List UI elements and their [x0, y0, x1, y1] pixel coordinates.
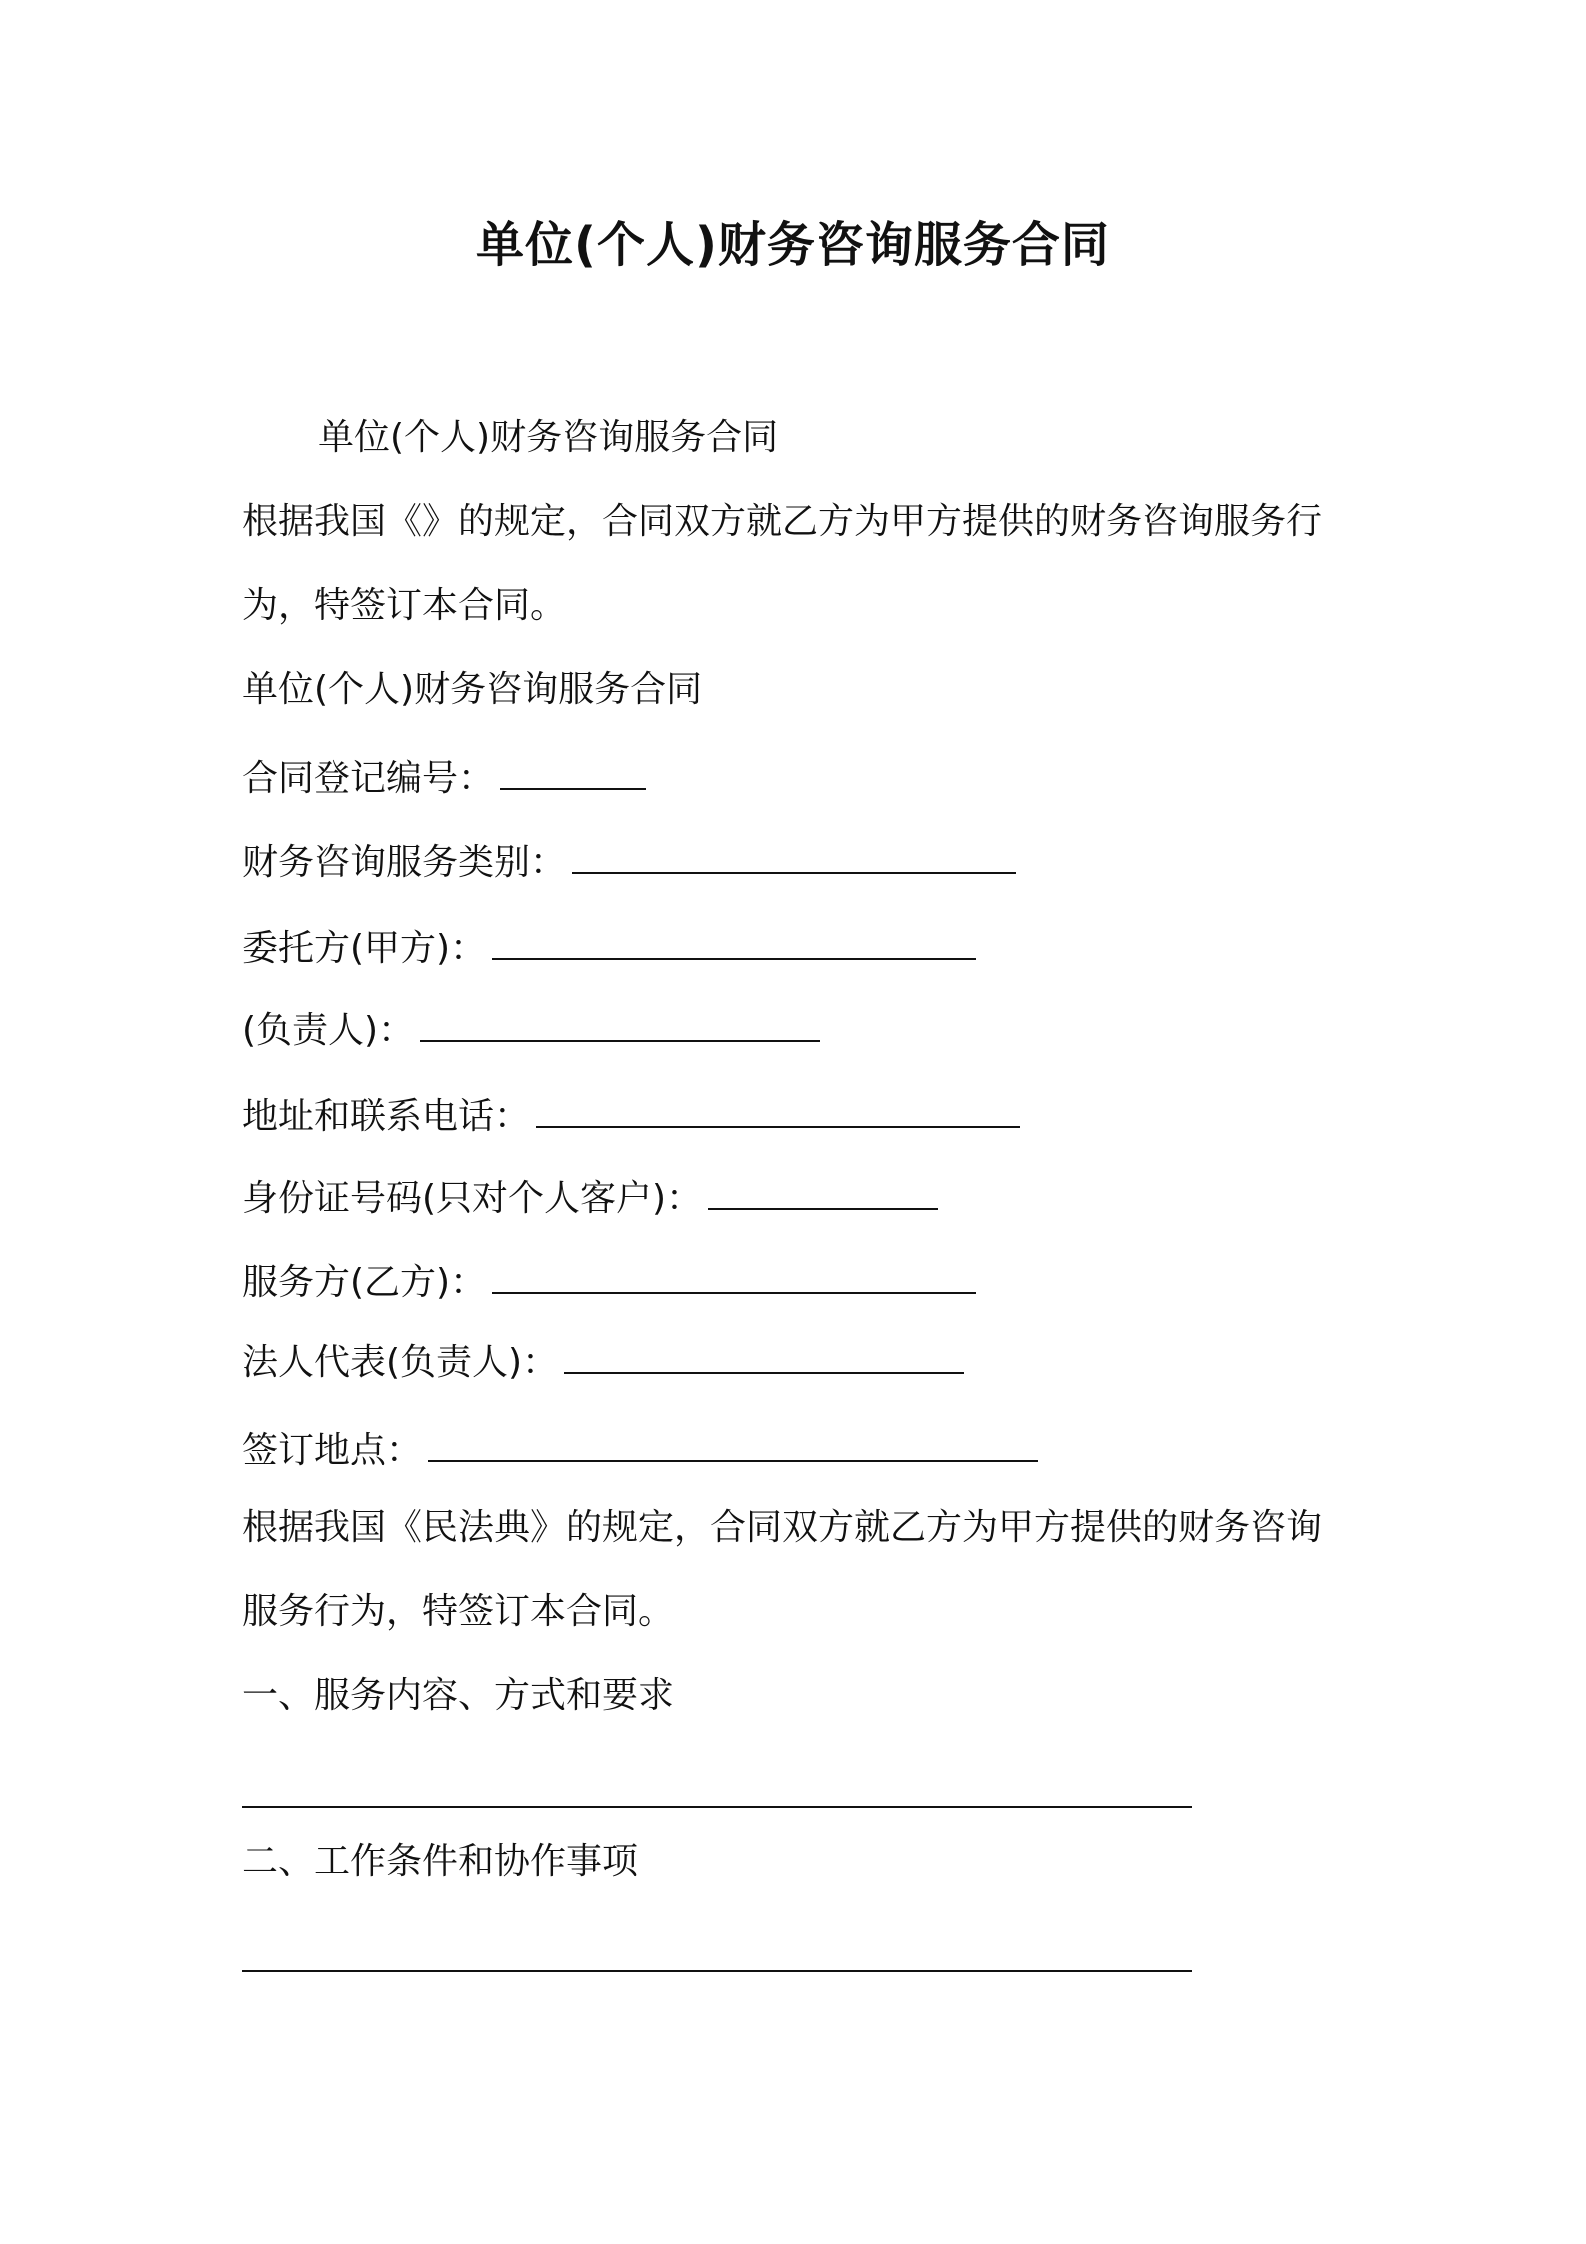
id-number-blank [708, 1168, 938, 1210]
client-blank [492, 918, 976, 960]
field-sign-place [242, 1420, 1038, 1477]
sign-place-blank [428, 1420, 1038, 1462]
field-service-category-label: 财务咨询服务类别： [242, 842, 567, 883]
field-id-number [242, 1168, 938, 1225]
section-2-heading: 二、工作条件和协作事项 [242, 1841, 639, 1882]
provider-blank [492, 1252, 976, 1294]
field-address-phone [242, 1086, 1020, 1143]
field-service-category [242, 832, 1016, 889]
document-title: 单位(个人)财务咨询服务合同 [476, 217, 1110, 273]
section-1-heading: 一、服务内容、方式和要求 [242, 1675, 675, 1716]
service-category-blank [572, 832, 1016, 874]
field-sign-place-label: 签订地点： [242, 1430, 423, 1471]
field-client-head-label: (负责人)： [242, 1010, 415, 1051]
section-1-blank-line [242, 1806, 1192, 1808]
intro-line-1: 根据我国《》的规定，合同双方就乙方为甲方提供的财务咨询服务行 [242, 501, 1323, 542]
contract-no-blank [500, 748, 646, 790]
subtitle: 单位(个人)财务咨询服务合同 [318, 417, 779, 458]
address-phone-blank [536, 1086, 1020, 1128]
client-head-blank [420, 1000, 820, 1042]
field-legal-rep [242, 1332, 964, 1389]
field-provider [242, 1252, 976, 1309]
field-contract-no-label: 合同登记编号： [242, 758, 495, 799]
repeat-title: 单位(个人)财务咨询服务合同 [242, 669, 703, 710]
section-2-blank-line [242, 1970, 1192, 1972]
legal-rep-blank [564, 1332, 964, 1374]
field-client-label: 委托方(甲方)： [242, 928, 487, 969]
intro-line-2: 为，特签订本合同。 [242, 585, 567, 626]
law-line-2: 服务行为，特签订本合同。 [242, 1591, 675, 1632]
field-client [242, 918, 976, 975]
field-client-head [242, 1000, 820, 1057]
field-id-number-label: 身份证号码(只对个人客户)： [242, 1178, 703, 1219]
field-provider-label: 服务方(乙方)： [242, 1262, 487, 1303]
field-legal-rep-label: 法人代表(负责人)： [242, 1342, 559, 1383]
law-line-1: 根据我国《民法典》的规定，合同双方就乙方为甲方提供的财务咨询 [242, 1507, 1323, 1548]
field-address-phone-label: 地址和联系电话： [242, 1096, 531, 1137]
field-contract-no [242, 748, 646, 805]
